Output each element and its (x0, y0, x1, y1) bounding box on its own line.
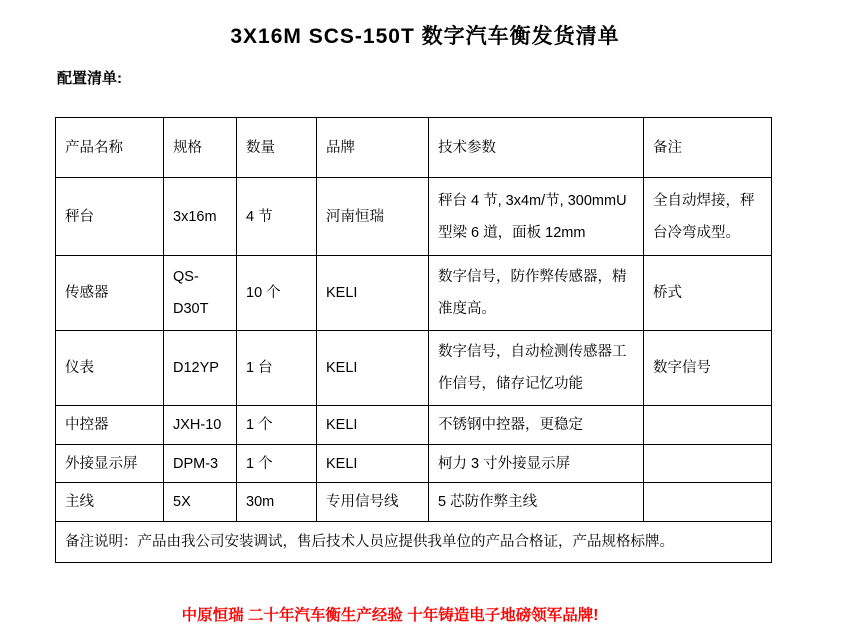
cell-remarks (644, 445, 772, 483)
table-row (56, 178, 772, 256)
cell-tech-params: 5 芯防作弊主线 (429, 483, 644, 522)
footer-slogan: 中原恒瑞 二十年汽车衡生产经验 十年铸造电子地磅领军品牌! (181, 607, 599, 624)
cell-tech-params: 数字信号，自动检测传感器工作信号，储存记忆功能 (429, 331, 644, 406)
column-header-spec: 规格 (164, 118, 237, 178)
cell-product-name: 秤台 (56, 178, 164, 256)
cell-spec: 3x16m (164, 178, 237, 256)
cell-quantity: 30m (237, 483, 317, 522)
cell-quantity: 1 个 (237, 406, 317, 445)
cell-brand: KELI (317, 445, 429, 483)
cell-brand: 河南恒瑞 (317, 178, 429, 256)
cell-product-name: 中控器 (56, 406, 164, 445)
config-list-label: 配置清单: (57, 70, 122, 87)
cell-brand: 专用信号线 (317, 483, 429, 522)
page-title: 3X16M SCS-150T 数字汽车衡发货清单 (230, 25, 620, 48)
cell-quantity: 10 个 (237, 256, 317, 331)
cell-tech-params: 柯力 3 寸外接显示屏 (429, 445, 644, 483)
table-row (56, 256, 772, 331)
cell-product-name: 外接显示屏 (56, 445, 164, 483)
column-header-brand: 品牌 (317, 118, 429, 178)
cell-brand: KELI (317, 256, 429, 331)
cell-spec: D12YP (164, 331, 237, 406)
table-row (56, 331, 772, 406)
cell-quantity: 1 个 (237, 445, 317, 483)
table-row (56, 406, 772, 445)
cell-product-name: 主线 (56, 483, 164, 522)
cell-remarks: 数字信号 (644, 331, 772, 406)
cell-tech-params: 数字信号，防作弊传感器，精准度高。 (429, 256, 644, 331)
column-header-product-name: 产品名称 (56, 118, 164, 178)
table-row (56, 445, 772, 483)
column-header-quantity: 数量 (237, 118, 317, 178)
cell-spec: QS-D30T (164, 256, 237, 331)
cell-remarks (644, 406, 772, 445)
cell-quantity: 1 台 (237, 331, 317, 406)
cell-remarks: 桥式 (644, 256, 772, 331)
cell-spec: 5X (164, 483, 237, 522)
cell-product-name: 仪表 (56, 331, 164, 406)
cell-remarks (644, 483, 772, 522)
cell-remarks: 全自动焊接，秤台冷弯成型。 (644, 178, 772, 256)
shipping-list-table (55, 117, 772, 563)
cell-quantity: 4 节 (237, 178, 317, 256)
cell-spec: DPM-3 (164, 445, 237, 483)
column-header-remarks: 备注 (644, 118, 772, 178)
cell-spec: JXH-10 (164, 406, 237, 445)
cell-tech-params: 不锈钢中控器，更稳定 (429, 406, 644, 445)
table-header-row (56, 118, 772, 178)
cell-tech-params: 秤台 4 节, 3x4m/节, 300mmU型梁 6 道，面板 12mm (429, 178, 644, 256)
cell-product-name: 传感器 (56, 256, 164, 331)
table-footnote: 备注说明：产品由我公司安装调试，售后技术人员应提供我单位的产品合格证，产品规格标牌。 (56, 522, 772, 563)
column-header-tech-params: 技术参数 (429, 118, 644, 178)
cell-brand: KELI (317, 331, 429, 406)
table-footnote-row (56, 522, 772, 563)
cell-brand: KELI (317, 406, 429, 445)
table-row (56, 483, 772, 522)
